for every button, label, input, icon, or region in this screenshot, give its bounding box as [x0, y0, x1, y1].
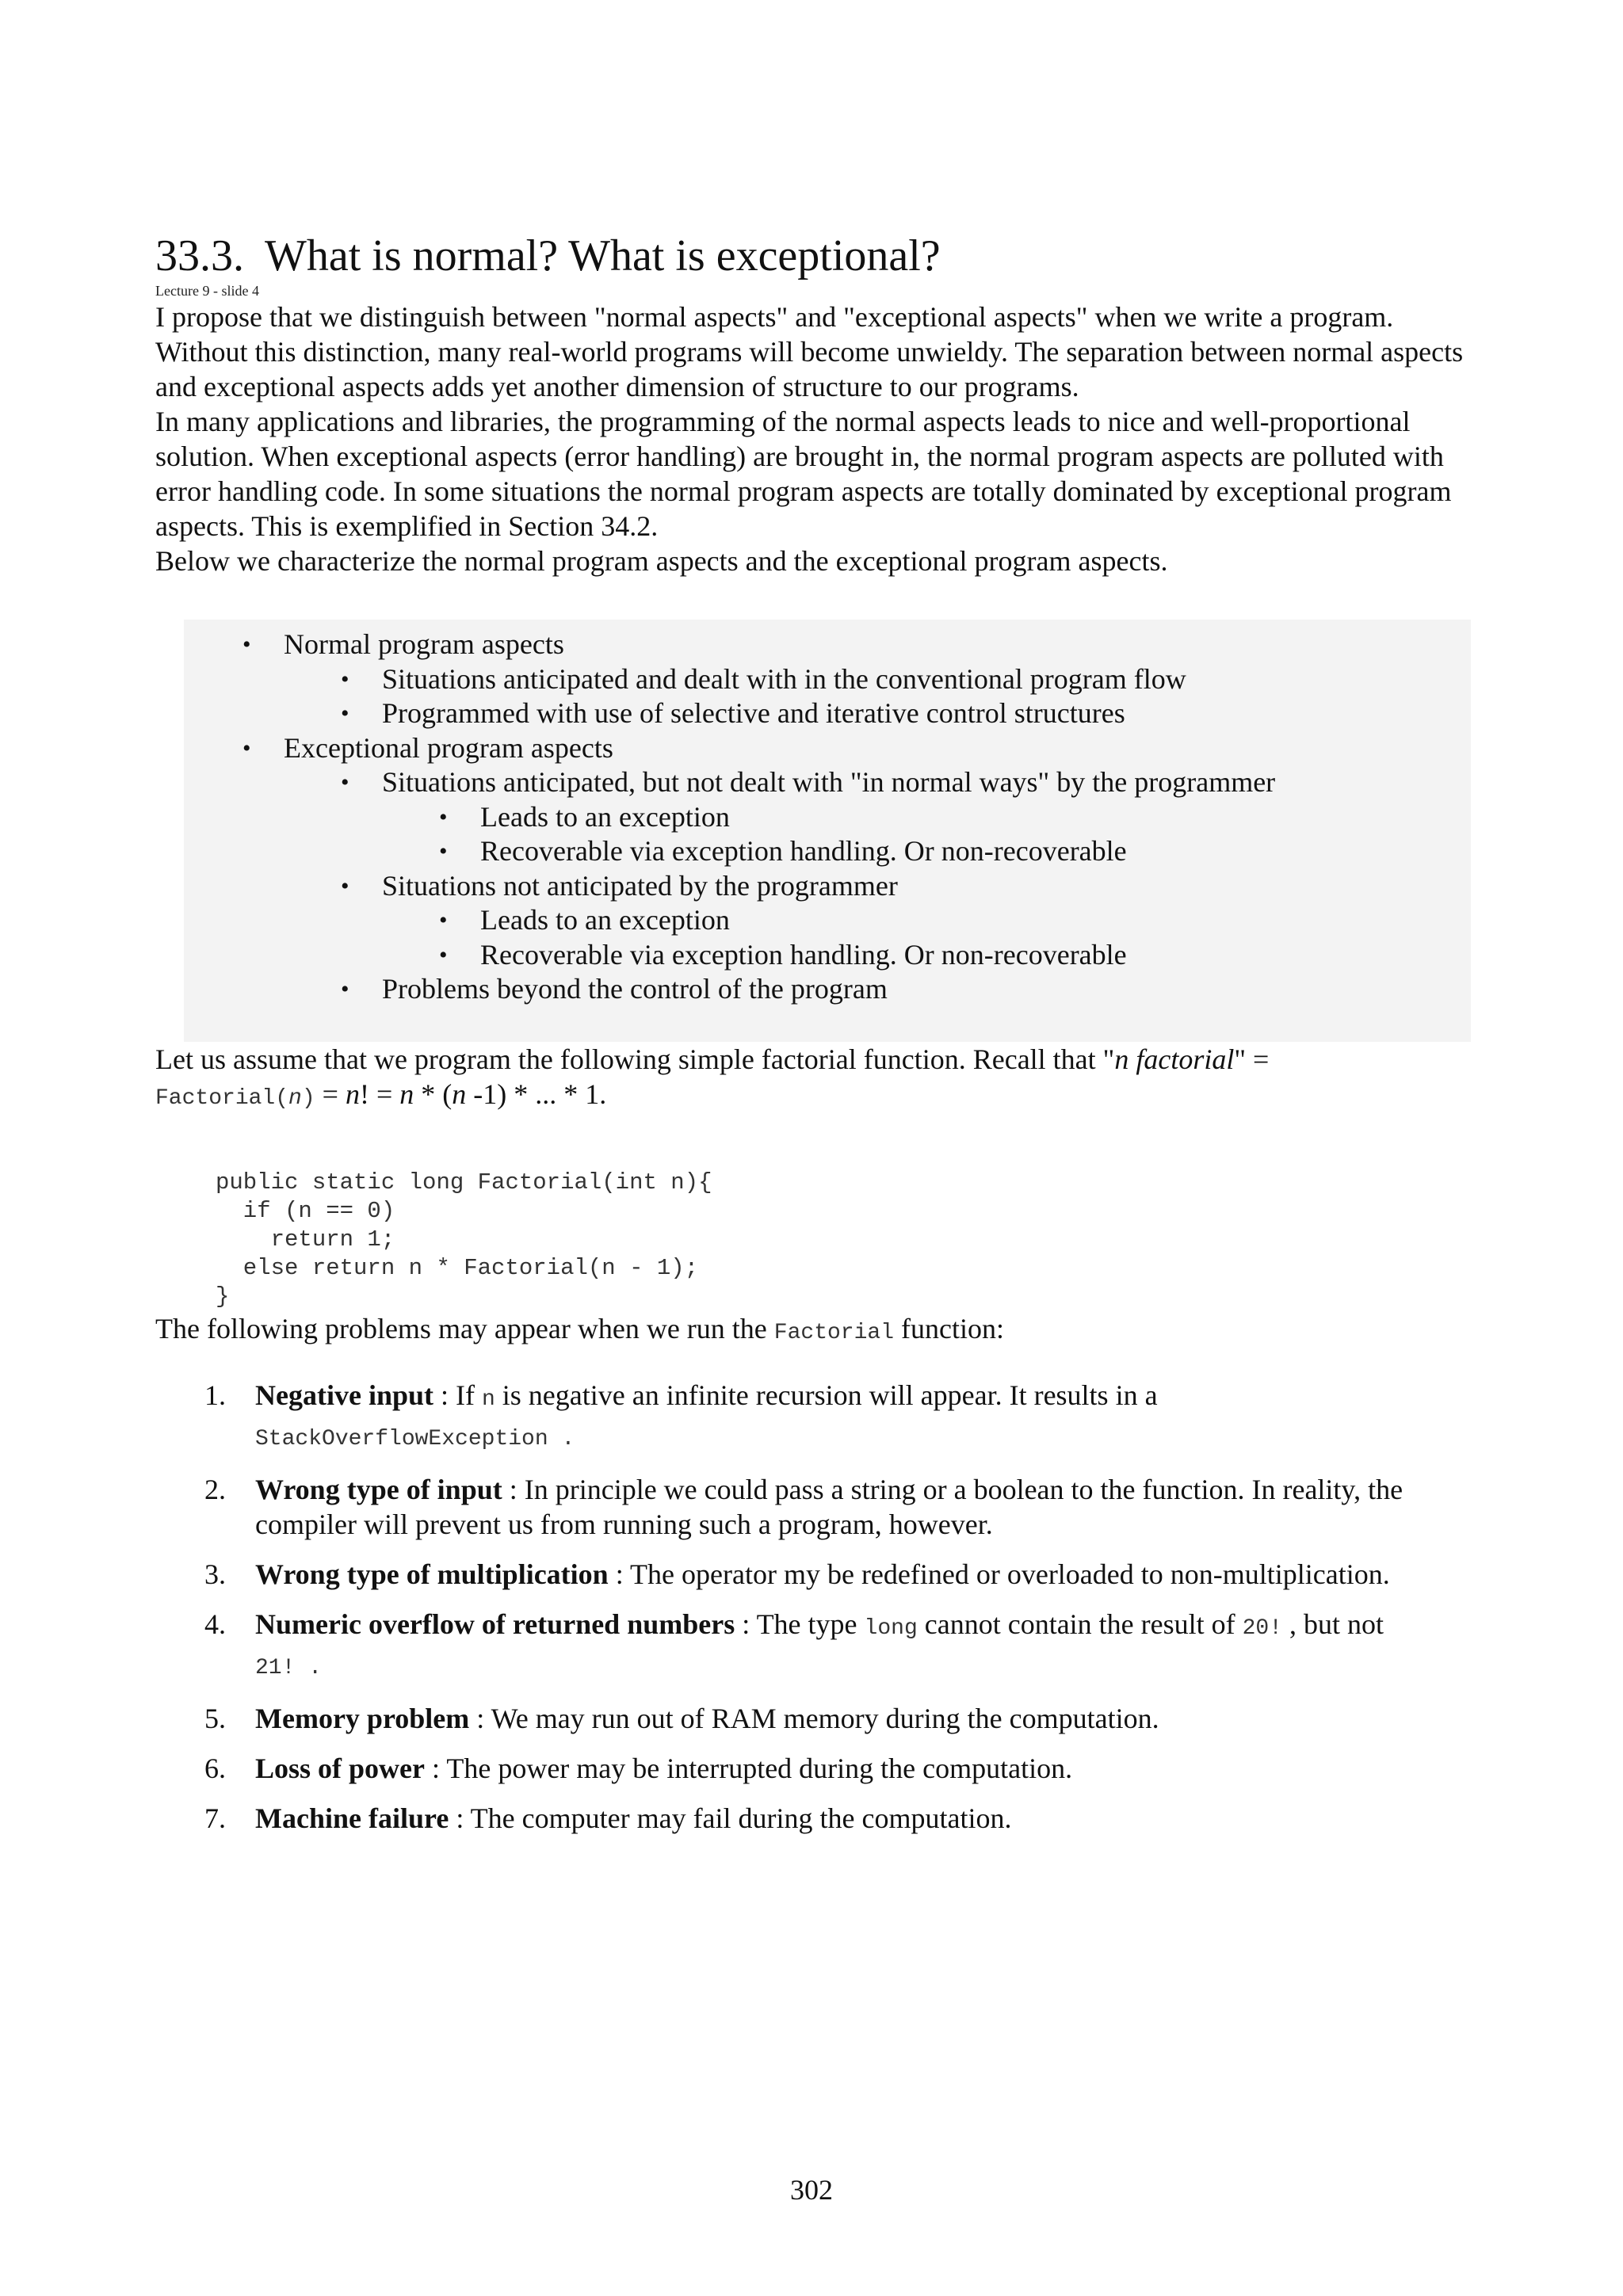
paragraph-factorial-intro — [155, 1042, 1471, 1116]
item-number: 1. — [204, 1379, 226, 1411]
code-inline: Factorial — [773, 1320, 895, 1345]
list-item — [382, 800, 1471, 835]
list-item-text: Situations anticipated, but not dealt with "in normal ways" by the programmer — [382, 766, 1276, 798]
list-item — [155, 1801, 1471, 1836]
text-run: is negative an infinite recursion will appear. It results in a — [495, 1379, 1158, 1411]
bullet-icon: • — [439, 803, 448, 830]
text-run: = — [315, 1077, 346, 1110]
text-run: , but not — [1282, 1608, 1384, 1640]
text-run: : The power may be interrupted during the computation. — [425, 1752, 1073, 1784]
page-content — [155, 230, 1471, 1851]
section-title — [155, 230, 1471, 282]
text-run: * ( — [414, 1077, 453, 1110]
list-item — [382, 903, 1471, 938]
page-number: 302 — [790, 2174, 833, 2206]
code-inline: . — [295, 1655, 323, 1680]
bullet-icon: • — [242, 631, 251, 658]
text-run: : If — [433, 1379, 482, 1411]
list-item — [382, 938, 1471, 973]
list-item — [284, 696, 1471, 731]
normal-label: Normal program aspects — [284, 628, 564, 660]
list-item — [155, 1557, 1471, 1592]
list-item-beyond — [284, 972, 1471, 1007]
code-inline: StackOverflowException — [255, 1426, 548, 1451]
text-run: : The operator my be redefined or overloaded to non-multiplication. — [608, 1558, 1390, 1590]
code-inline: ) — [301, 1085, 315, 1111]
list-item — [155, 1751, 1471, 1786]
item-number: 7. — [204, 1802, 226, 1834]
list-item — [155, 1607, 1471, 1686]
list-item-normal — [184, 627, 1471, 731]
item-title: Wrong type of input — [255, 1473, 502, 1505]
text-run: ! = — [359, 1077, 400, 1110]
bullet-icon: • — [341, 700, 349, 727]
bullet-icon: • — [341, 976, 349, 1002]
aspects-list — [184, 627, 1471, 1007]
paragraph-problems-intro — [155, 1311, 1471, 1351]
item-number: 4. — [204, 1608, 226, 1640]
item-number: 5. — [204, 1702, 226, 1734]
item-title: Memory problem — [255, 1702, 470, 1734]
code-inline: . — [548, 1426, 575, 1451]
normal-sublist — [284, 662, 1471, 731]
text-run: : We may run out of RAM memory during the computation. — [469, 1702, 1159, 1734]
list-item-text: Programmed with use of selective and iterative control structures — [382, 697, 1125, 729]
list-item-text: Recoverable via exception handling. Or non-recoverable — [480, 938, 1127, 971]
paragraph-intro: I propose that we distinguish between "normal aspects" and "exceptional aspects" when we write a program. Without this distinction, many real-world programs will become unwieldy. The separation between normal aspects and exceptional aspects adds yet another dimension of structure to our programs. — [155, 301, 1464, 402]
exceptional-sublist — [284, 765, 1471, 1007]
list-item-anticipated — [284, 765, 1471, 869]
paragraph-characterize: Below we characterize the normal program aspects and the exceptional program aspects. — [155, 545, 1168, 577]
list-item-text: Recoverable via exception handling. Or non-recoverable — [480, 835, 1127, 867]
italic-n: n — [345, 1077, 360, 1110]
list-item-text: Situations not anticipated by the programmer — [382, 869, 898, 902]
list-item — [155, 1378, 1471, 1457]
italic-n: n — [452, 1077, 467, 1110]
list-item-text: Situations anticipated and dealt with in the conventional program flow — [382, 662, 1186, 695]
text-run: : In principle we could pass a string or a boolean to the function. In reality, the compiler will prevent us from running such a program, however. — [255, 1473, 1403, 1540]
item-title: Loss of power — [255, 1752, 425, 1784]
list-item-text: Problems beyond the control of the program — [382, 973, 888, 1005]
item-title: Negative input — [255, 1379, 433, 1411]
exceptional-label: Exceptional program aspects — [284, 731, 613, 764]
list-item-not-anticipated — [284, 869, 1471, 973]
text-run: -1) * ... * 1. — [466, 1077, 607, 1110]
text-run: Let us assume that we program the following simple factorial function. Recall that " — [155, 1043, 1115, 1075]
anticipated-sublist — [382, 800, 1471, 869]
problems-list — [155, 1378, 1471, 1836]
text-run: The following problems may appear when we run the — [155, 1312, 774, 1344]
code-inline: 20! — [1242, 1615, 1283, 1641]
code-inline: long — [864, 1615, 918, 1641]
text-run: cannot contain the result of — [917, 1608, 1243, 1640]
list-item — [155, 1701, 1471, 1736]
text-run: : The computer may fail during the computation. — [449, 1802, 1012, 1834]
section-title-text: What is normal? What is exceptional? — [265, 231, 941, 280]
paragraph-pollution: In many applications and libraries, the programming of the normal aspects leads to nice and well-proportional solution. When exceptional aspects (error handling) are brought in, the normal program aspects are polluted with error handling code. In some situations the normal program aspects are totally dominated by exceptional program aspects. This is exemplified in Section 34.2. — [155, 406, 1452, 542]
not-anticipated-sublist — [382, 903, 1471, 972]
item-title: Machine failure — [255, 1802, 449, 1834]
slide-reference: Lecture 9 - slide 4 — [155, 283, 259, 299]
bullet-icon: • — [439, 838, 448, 864]
code-inline: n — [288, 1085, 302, 1111]
code-inline: Factorial( — [155, 1085, 289, 1111]
bullet-icon: • — [341, 872, 349, 899]
code-inline: 21! — [255, 1655, 296, 1680]
aspects-box — [184, 620, 1471, 1042]
bullet-icon: • — [341, 666, 349, 692]
list-item — [284, 662, 1471, 697]
text-run: function: — [894, 1312, 1004, 1344]
italic-n: n — [399, 1077, 414, 1110]
bullet-icon: • — [242, 734, 251, 761]
list-item-exceptional — [184, 731, 1471, 1007]
bullet-icon: • — [439, 907, 448, 933]
item-title: Numeric overflow of returned numbers — [255, 1608, 735, 1640]
item-number: 6. — [204, 1752, 226, 1784]
item-title: Wrong type of multiplication — [255, 1558, 609, 1590]
list-item — [382, 834, 1471, 869]
list-item-text: Leads to an exception — [480, 904, 730, 936]
item-number: 3. — [204, 1558, 226, 1590]
item-number: 2. — [204, 1473, 226, 1505]
code-inline: n — [481, 1386, 495, 1412]
italic-n-factorial: n factorial — [1114, 1043, 1235, 1075]
section-number: 33.3. — [155, 231, 244, 280]
list-item — [155, 1472, 1471, 1542]
text-run: : The type — [735, 1608, 865, 1640]
bullet-icon: • — [439, 941, 448, 968]
bullet-icon: • — [341, 769, 349, 795]
list-item-text: Leads to an exception — [480, 800, 730, 833]
text-run: " = — [1234, 1043, 1270, 1075]
code-block: public static long Factorial(int n){ if (n == 0) return 1; else return n * Factorial(n - 1); } — [216, 1169, 712, 1310]
